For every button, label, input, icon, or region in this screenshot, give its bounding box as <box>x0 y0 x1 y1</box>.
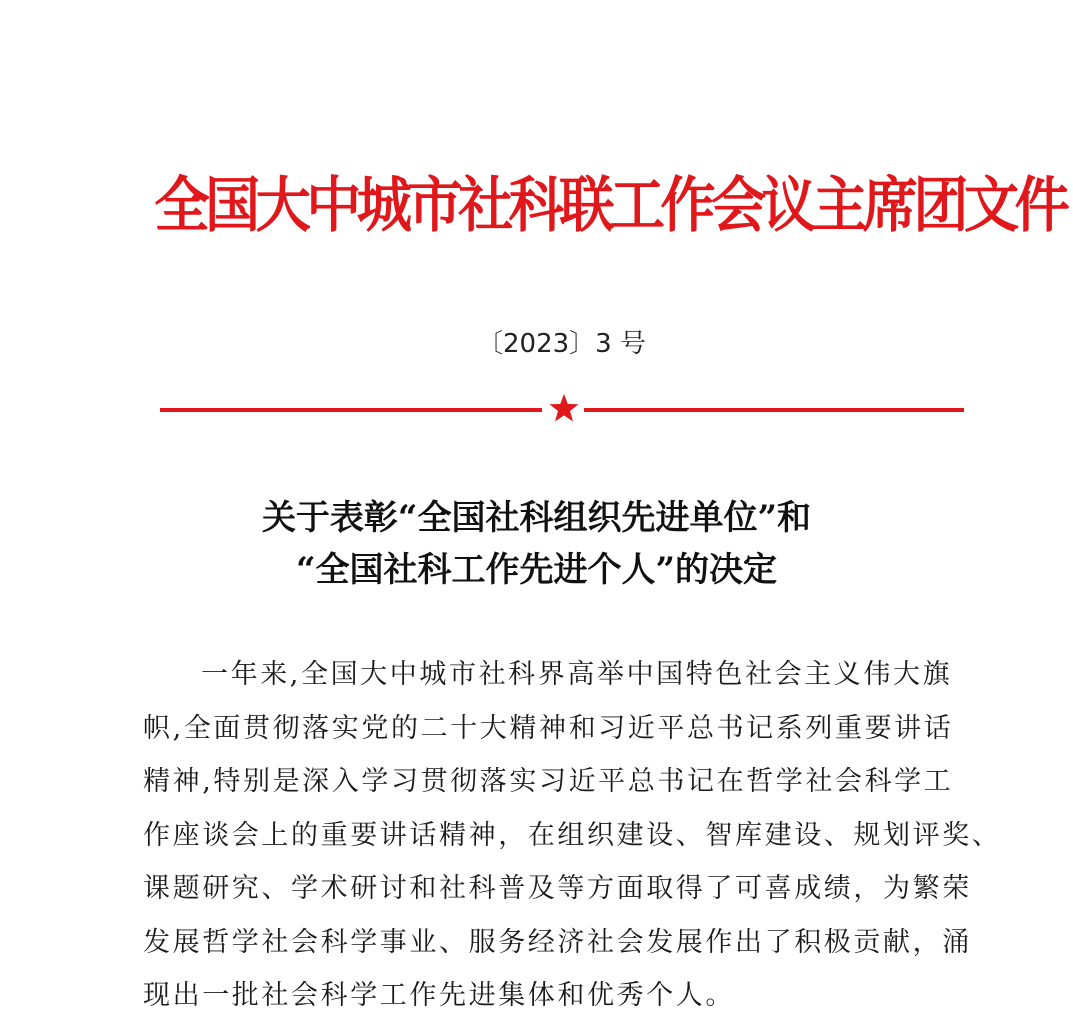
paragraph-line: 课题研究、学术研讨和社科普及等方面取得了可喜成绩，为繁荣 <box>143 873 972 904</box>
paragraph-line: 发展哲学社会科学事业、服务经济社会发展作出了积极贡献，涌 <box>143 926 972 958</box>
divider-line-left <box>160 408 542 412</box>
paragraph-line: 现出一批社会科学工作先进集体和优秀个人。 <box>143 980 735 1011</box>
document-number: 〔2023〕3 号 <box>477 329 646 359</box>
star-icon <box>548 392 580 424</box>
decision-title <box>0 492 1073 596</box>
title-line-2: “全国社科工作先进个人”的决定 <box>295 550 778 590</box>
paragraph-line: 精神,特别是深入学习贯彻落实习近平总书记在哲学社会科学工 <box>143 766 954 797</box>
title-line-1: 关于表彰“全国社科组织先进单位”和 <box>261 498 812 538</box>
divider-line-right <box>584 408 964 412</box>
paragraph-line: 作座谈会上的重要讲话精神，在组织建设、智库建设、规划评奖、 <box>143 819 1002 851</box>
paragraph-line: 帜,全面贯彻落实党的二十大精神和习近平总书记系列重要讲话 <box>143 712 954 744</box>
body-paragraph <box>143 648 1002 1023</box>
masthead-title: 全国大中城市社科联工作会议主席团文件 <box>154 171 1066 241</box>
red-divider <box>160 398 964 422</box>
paragraph-line: 一年来,全国大中城市社科界高举中国特色社会主义伟大旗 <box>201 659 953 690</box>
